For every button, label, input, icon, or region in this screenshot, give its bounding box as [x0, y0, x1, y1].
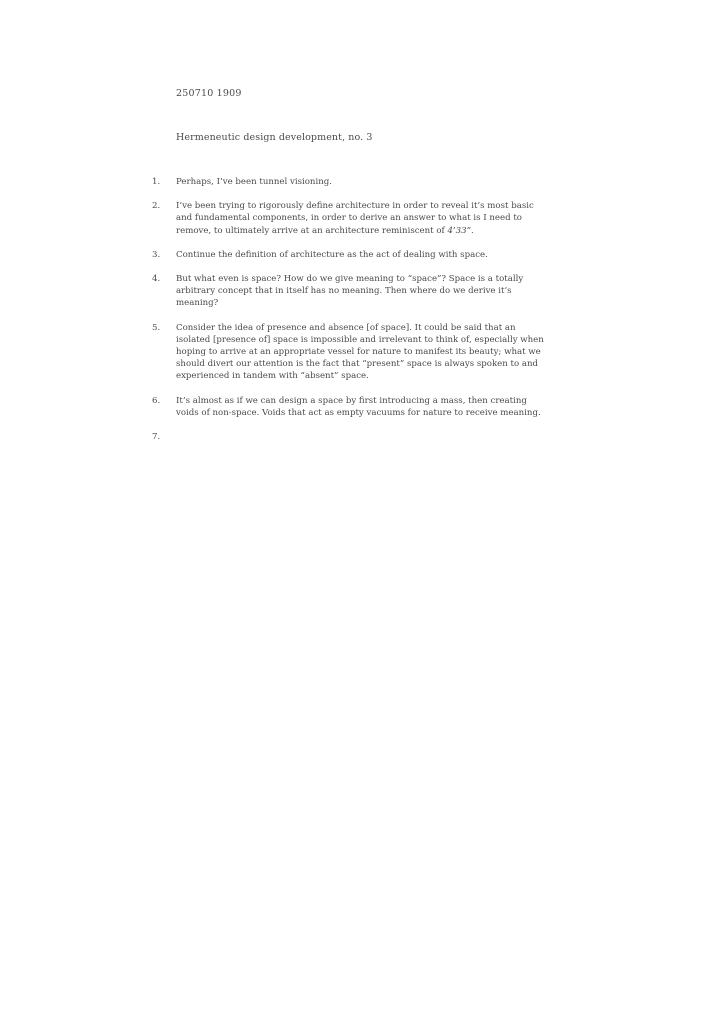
- item-text: [176, 431, 552, 443]
- item-emphasis: 4’33”.: [447, 225, 474, 236]
- item-number: 5.: [152, 322, 161, 333]
- item-text-container: [176, 200, 552, 237]
- list-item: [152, 249, 552, 261]
- list-item: [152, 431, 552, 443]
- item-text: Perhaps, I’ve been tunnel visioning.: [176, 177, 332, 187]
- item-number: 6.: [152, 395, 161, 406]
- list-item: [152, 200, 552, 237]
- list-item: [152, 176, 552, 188]
- item-text: I’ve been trying to rigorously define architecture in order to reveal it’s most basic and fundamental components, in order to derive an answer to what is I need to remove, to ultimately arrive at an architecture reminiscent of: [176, 201, 534, 236]
- item-text: But what even is space? How do we give meaning to “space”? Space is a totally arbitrary concept that in itself has no meaning. Then where do we derive it’s meaning?: [176, 274, 524, 309]
- item-number: 7.: [152, 432, 161, 443]
- item-number: 4.: [152, 274, 161, 285]
- item-number: 3.: [152, 249, 161, 260]
- list-item: [152, 273, 552, 310]
- item-text: Continue the definition of architecture as the act of dealing with space.: [176, 249, 488, 260]
- document-title: Hermeneutic design development, no. 3: [176, 132, 373, 143]
- item-text: It’s almost as if we can design a space by first introducing a mass, then creating voids of non-space. Voids that act as empty vacuums for nature to receive meaning.: [176, 395, 541, 418]
- item-number: 2.: [152, 201, 161, 212]
- list-item: [152, 322, 552, 383]
- item-number: 1.: [152, 177, 161, 187]
- numbered-notes-list: [152, 176, 552, 455]
- document-id: 250710 1909: [176, 88, 242, 99]
- item-text: Consider the idea of presence and absence [of space]. It could be said that an isolated [presence of] space is impossible and irrelevant to think of, especially when hoping to arrive at an appropriate vessel for nature to manifest its beauty; what we should divert our attention is the fact that “present” space is always spoken to and experienced in tandem with “absent” space.: [176, 322, 544, 382]
- list-item: [152, 395, 552, 419]
